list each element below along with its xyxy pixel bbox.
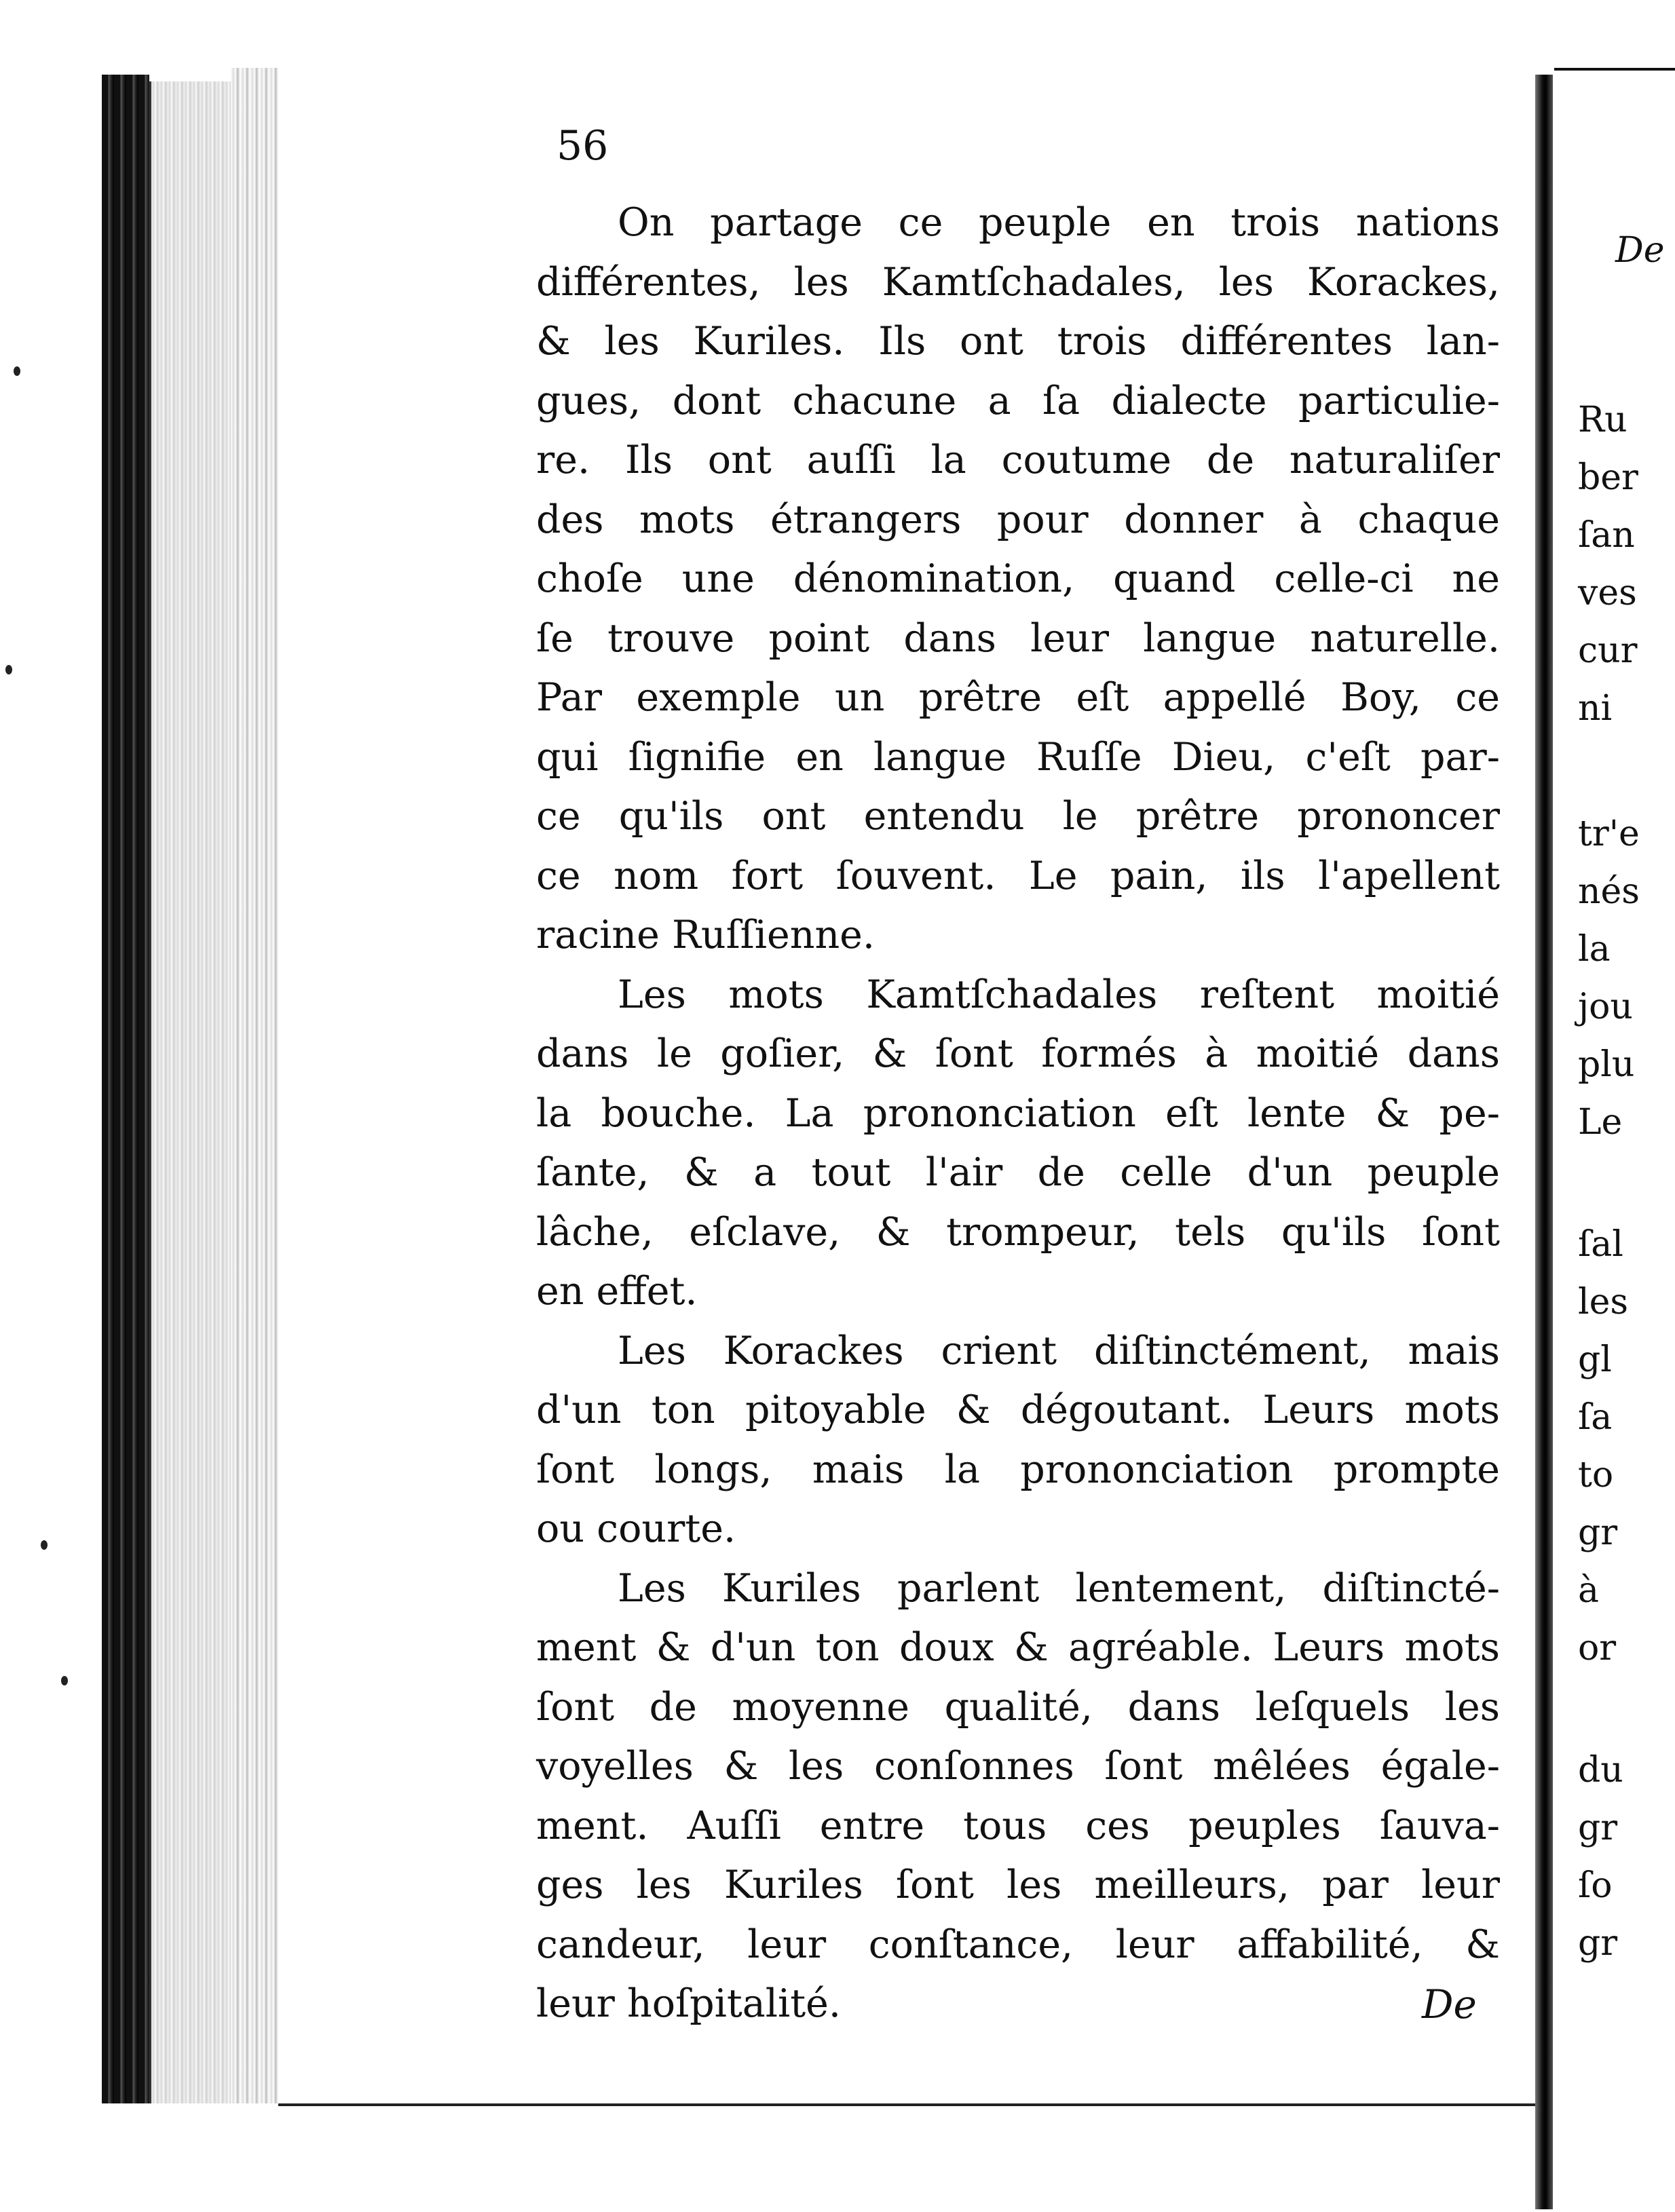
text-line: Les Korackes crient diſtinctément, mais: [618, 1328, 1500, 1373]
text-line: différentes, les Kamtſchadales, les Korackes,: [536, 259, 1500, 305]
facing-page-fragment: Ru: [1578, 400, 1627, 440]
facing-page-fragment: De: [1615, 230, 1665, 271]
facing-page-fragment: les: [1578, 1282, 1629, 1322]
text-line: gues, dont chacune a ſa dialecte particulie-: [536, 378, 1500, 423]
facing-page-fragment: gr: [1578, 1923, 1618, 1964]
text-line: ce qu'ils ont entendu le prêtre prononcer: [536, 794, 1500, 839]
margin-speck: [41, 1540, 48, 1550]
margin-speck: [5, 665, 12, 674]
text-line: On partage ce peuple en trois nations: [618, 200, 1500, 245]
text-line: ges les Kuriles ſont les meilleurs, par leur: [536, 1863, 1500, 1907]
text-line: Par exemple un prêtre eſt appellé Boy, ce: [536, 675, 1500, 720]
text-line: lâche, eſclave, & trompeur, tels qu'ils ſont: [536, 1209, 1500, 1255]
text-line: des mots étrangers pour donner à chaque: [536, 497, 1500, 542]
catchword: De: [1422, 1981, 1477, 2027]
text-line: ce nom fort ſouvent. Le pain, ils l'apellent: [536, 853, 1500, 898]
facing-page-fragment: ſa: [1578, 1397, 1613, 1438]
page-text: [536, 193, 1500, 2034]
text-line: qui ſignifie en langue Ruſſe Dieu, c'eſt par-: [536, 734, 1500, 780]
text-line: ment & d'un ton doux & agréable. Leurs mots: [536, 1625, 1500, 1670]
page-number: 56: [557, 122, 609, 170]
text-line: en effet.: [536, 1269, 698, 1314]
facing-page-fragment: ſal: [1578, 1224, 1623, 1265]
margin-speck: [61, 1676, 68, 1685]
facing-page: [1554, 68, 1675, 2212]
facing-page-fragment: ber: [1578, 457, 1638, 498]
book-binding-edge: [149, 81, 233, 2103]
text-line: Les Kuriles parlent lentement, diſtincté-: [618, 1565, 1500, 1611]
facing-page-fragment: plu: [1578, 1044, 1635, 1085]
text-line: ment. Auſſi entre tous ces peuples ſauva-: [536, 1803, 1500, 1848]
text-line: candeur, leur conſtance, leur affabilité, &: [536, 1922, 1500, 1967]
facing-page-fragment: nés: [1578, 871, 1640, 912]
facing-page-fragment: cur: [1578, 630, 1638, 671]
facing-page-fragment: gr: [1578, 1512, 1618, 1553]
text-line: & les Kuriles. Ils ont trois différentes lan-: [536, 319, 1500, 364]
facing-page-fragment: gr: [1578, 1808, 1618, 1848]
text-line: ou courte.: [536, 1506, 736, 1551]
facing-page-fragment: to: [1578, 1455, 1614, 1495]
text-line: ſe trouve point dans leur langue naturelle.: [536, 615, 1500, 661]
facing-page-fragment: du: [1578, 1750, 1623, 1791]
facing-page-fragment: jou: [1578, 987, 1633, 1027]
text-line: d'un ton pitoyable & dégoutant. Leurs mots: [536, 1388, 1500, 1432]
text-line: ſont de moyenne qualité, dans leſquels les: [536, 1684, 1500, 1730]
facing-page-fragment: ves: [1578, 573, 1637, 613]
text-line: re. Ils ont auſſi la coutume de naturaliſer: [536, 438, 1500, 482]
text-line: racine Ruſſienne.: [536, 913, 876, 957]
text-line: ſont longs, mais la prononciation prompte: [536, 1447, 1500, 1492]
facing-page-fragment: à: [1578, 1570, 1600, 1611]
facing-page-fragment: Le: [1578, 1102, 1623, 1143]
page-edges: [231, 68, 278, 2103]
facing-page-fragment: or: [1578, 1628, 1617, 1668]
facing-page-fragment: ſo: [1578, 1865, 1613, 1906]
text-line: choſe une dénomination, quand celle-ci ne: [536, 556, 1500, 601]
text-line: voyelles & les conſonnes ſont mêlées égale-: [536, 1744, 1500, 1789]
facing-page-fragment: ni: [1578, 688, 1613, 729]
facing-page-fragment: gl: [1578, 1339, 1612, 1380]
book-gutter: [1535, 75, 1553, 2209]
facing-page-fragment: tr'e: [1578, 814, 1640, 854]
facing-page-fragment: ſan: [1578, 515, 1635, 556]
text-line: leur hoſpitalité.: [536, 1981, 841, 2026]
text-line: ſante, & a tout l'air de celle d'un peuple: [536, 1150, 1500, 1195]
margin-speck: [14, 366, 20, 376]
text-line: dans le goſier, & ſont formés à moitié dans: [536, 1031, 1500, 1076]
facing-page-fragment: la: [1578, 929, 1611, 970]
book-spine: [102, 75, 149, 2103]
text-line: la bouche. La prononciation eſt lente & pe-: [536, 1090, 1500, 1136]
text-line: Les mots Kamtſchadales reſtent moitié: [618, 972, 1500, 1017]
